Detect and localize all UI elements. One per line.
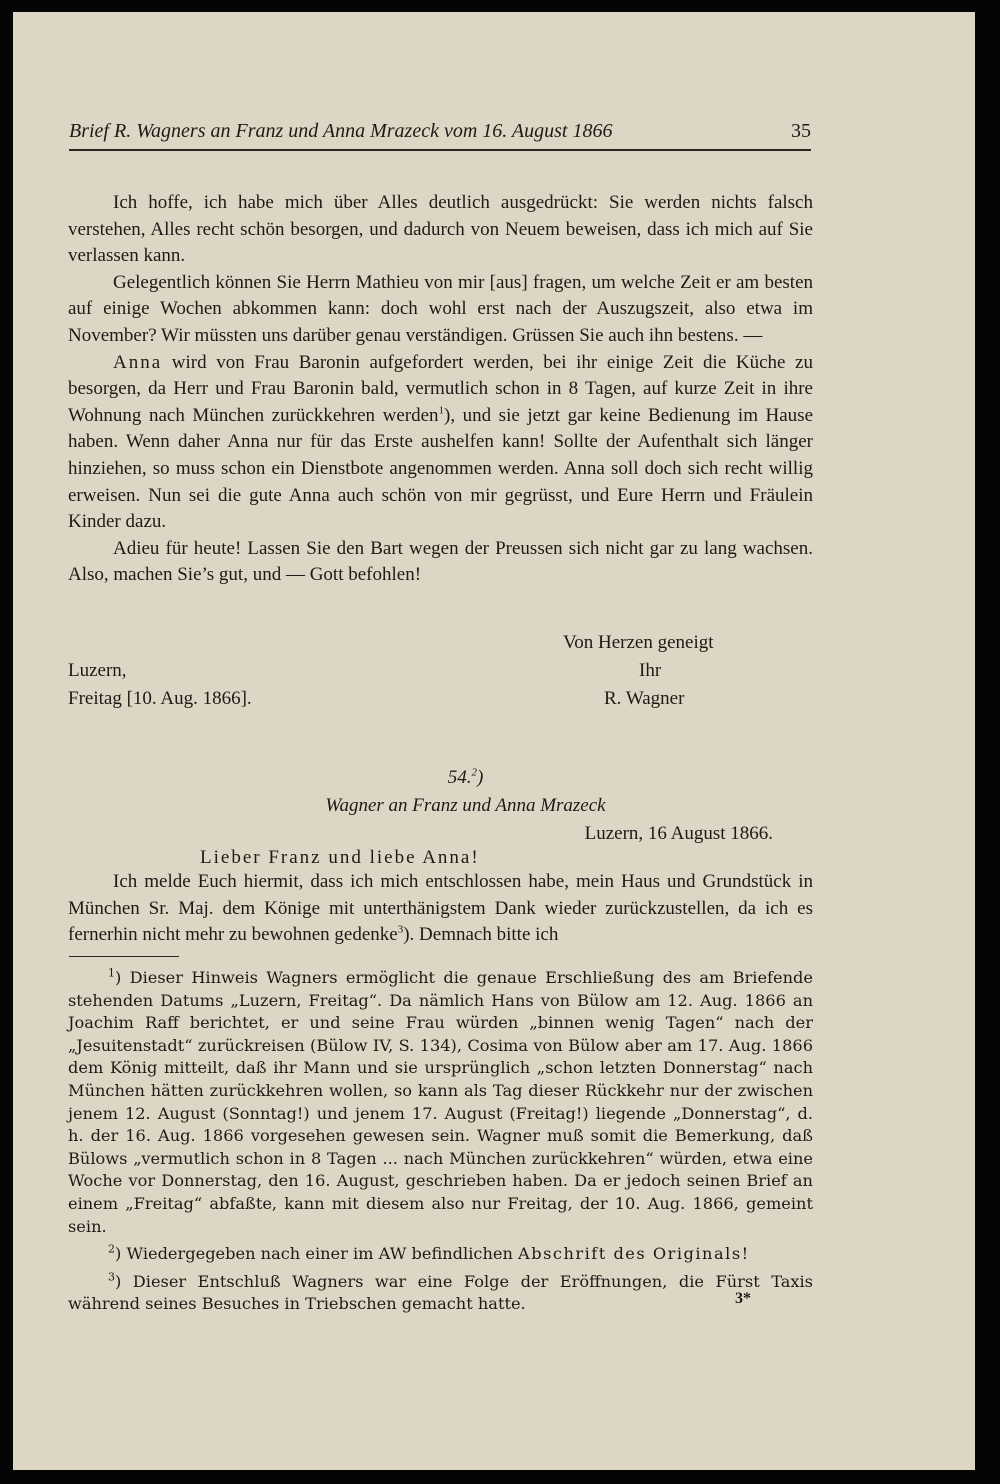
closing-pronoun: Ihr <box>639 660 662 681</box>
letter-place-date: Luzern, 16 August 1866. <box>584 823 773 844</box>
paragraph-anna <box>68 350 813 536</box>
header-rule <box>69 149 811 151</box>
paragraph-adieu: Adieu für heute! Lassen Sie den Bart wegen der Preussen sich nicht gar zu lang wachsen. Also, machen Sie’s gut, und — Gott befohlen! <box>68 537 813 586</box>
footnote-2: $^2$) Wiedergegeben nach einer im AW befindlichen Abschrift des Originals! <box>108 1242 749 1264</box>
letter-53-body <box>68 190 813 589</box>
running-title: Brief R. Wagners an Franz und Anna Mrazeck vom 16. August 1866 <box>69 120 613 142</box>
footnote-1: $^1$) Dieser Hinweis Wagners ermöglicht die genaue Erschließung des am Briefende stehenden Datums „Luzern, Freitag“. Da nämlich Hans von Bülow am 12. Aug. 1866 an Joachim Raff berichtet, er und seine Frau würden „binnen wenig Tagen“ nach der „Jesuitenstadt“ zurückreisen (Bülow IV, S. 134), Cosima von Bülow aber am 17. Aug. 1866 dem König mitteilt, daß ihr Mann und sie ursprünglich „schon letzten Donnerstag“ nach München hätten zurückkehren wollen, so kann als Tag dieser Rückkehr nur der zwischen jenem 12. August (Sonntag!) und jenem 17. August (Freitag!) liegende „Donnerstag“, d. h. der 16. Aug. 1866 vorgesehen gewesen sein. Wagner muß somit die Bemerkung, daß Bülows „vermutlich schon in 8 Tagen ... nach München zurückkehren“ würden, etwa eine Woche vor Donnerstag, den 16. August, geschrieben haben. Da er jedoch seinen Brief an einem „Freitag“ abfaßte, kann mit diesem also nur Freitag, der 10. Aug. 1866, gemeint sein. <box>68 966 813 1236</box>
closing-place: Luzern, <box>68 660 127 681</box>
anna-name: Anna <box>113 351 163 373</box>
footnote-ref-2: 2 <box>471 766 477 779</box>
footnote-ref-1: 1 <box>438 404 445 417</box>
page-number: 35 <box>791 120 811 142</box>
paragraph-2: Gelegentlich können Sie Herrn Mathieu von mir [aus] fragen, um welche Zeit er am besten auf einige Wochen abkommen kann: doch wohl erst nach der Auszugszeit, also etwa im November? Wir müssten uns darüber genau verständigen. Grüssen Sie auch ihn bestens. — <box>68 271 813 346</box>
running-header <box>69 120 811 143</box>
letter-salutation: Lieber Franz und liebe Anna! <box>200 847 480 868</box>
closing-greeting: Von Herzen geneigt <box>563 632 714 653</box>
letter-title: Wagner an Franz und Anna Mrazeck <box>325 795 606 816</box>
footnote-rule <box>69 956 179 957</box>
letter-54-body <box>68 869 813 949</box>
letter-closing <box>68 629 813 713</box>
footnote-3: $^3$) Dieser Entschluß Wagners war eine Folge der Eröffnungen, die Fürst Taxis während seines Besuches in Triebschen gemacht hatte. <box>68 1270 813 1314</box>
footnote-ref-3: 3 <box>397 923 404 936</box>
anna-text: wird von Frau Baronin aufgefordert werden, bei ihr einige Zeit die Küche zu besorgen, da Herr und Frau Baronin bald, vermutlich schon in 8 Tagen, auf kurze Zeit in ihre Wohnung nach München zurückkehren werden <box>68 351 813 426</box>
paragraph-1: Ich hoffe, ich habe mich über Alles deutlich ausgedrückt: Sie werden nichts falsch verstehen, Alles recht schön besorgen, und dadurch von Neuem beweisen, dass ich mich auf Sie verlassen kann. <box>68 192 813 267</box>
letter-54-paragraph: Ich melde Euch hiermit, dass ich mich entschlossen habe, mein Haus und Grundstück in München Sr. Maj. dem Könige mit unterthänigstem Dank wieder zurückzustellen, da ich es fernerhin nicht mehr zu bewohnen gedenke$^3$). Demnach bitte ich <box>68 871 813 946</box>
letter-number: 54.$^2$) <box>447 766 484 788</box>
footnotes <box>68 967 813 1321</box>
letter-54-heading <box>68 764 813 872</box>
anna-rest: ), und sie jetzt gar keine Bedienung im Hause haben. Wenn daher Anna nur für das Erste aushelfen kann! Sollte der Aufenthalt sich länger hinziehen, so muss schon ein Dienstbote angenommen werden. Anna soll doch sich recht willig erweisen. Nun sei die gute Anna auch schön von mir gegrüsst, und Eure Herrn und Fräulein Kinder dazu. <box>68 404 813 533</box>
printer-signature-mark: 3* <box>735 1290 751 1307</box>
closing-date: Freitag [10. Aug. 1866]. <box>68 688 252 709</box>
book-page <box>13 12 975 1470</box>
closing-signature: R. Wagner <box>604 688 685 709</box>
